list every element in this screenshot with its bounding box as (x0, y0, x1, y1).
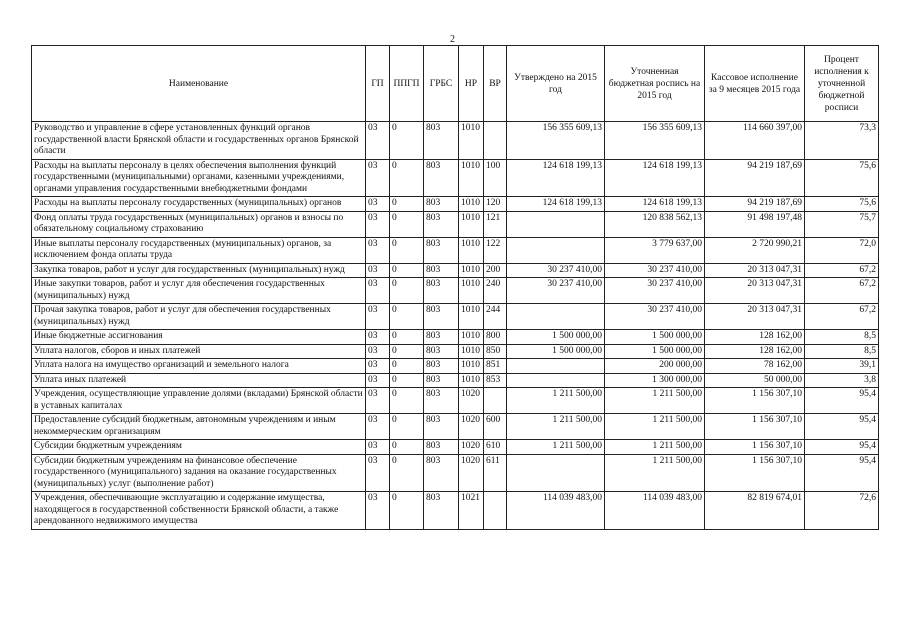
header-cash: Кассовое исполнение за 9 месяцев 2015 года (705, 46, 805, 122)
row-grbs: 803 (424, 237, 459, 263)
row-grbs: 803 (424, 373, 459, 388)
table-row (32, 304, 879, 330)
row-cash: 94 219 187,69 (705, 159, 805, 197)
row-cash: 82 819 674,01 (705, 492, 805, 530)
row-cash: 50 000,00 (705, 373, 805, 388)
row-gp: 03 (366, 454, 390, 492)
row-revised: 124 618 199,13 (605, 197, 705, 212)
row-approved: 30 237 410,00 (507, 278, 605, 304)
row-percent: 72,0 (805, 237, 879, 263)
row-ppgp: 0 (390, 159, 424, 197)
row-gp: 03 (366, 159, 390, 197)
row-gp: 03 (366, 359, 390, 374)
row-approved: 1 211 500,00 (507, 440, 605, 455)
row-revised: 30 237 410,00 (605, 278, 705, 304)
row-percent: 95,4 (805, 454, 879, 492)
row-revised: 1 500 000,00 (605, 330, 705, 345)
row-gp: 03 (366, 373, 390, 388)
row-cash: 20 313 047,31 (705, 278, 805, 304)
row-ppgp: 0 (390, 263, 424, 278)
row-percent: 75,7 (805, 211, 879, 237)
row-grbs: 803 (424, 278, 459, 304)
header-gp: ГП (366, 46, 390, 122)
row-ppgp: 0 (390, 237, 424, 263)
row-vr: 100 (484, 159, 507, 197)
row-np: 1010 (459, 197, 484, 212)
row-vr: 800 (484, 330, 507, 345)
table-header-row (32, 46, 879, 122)
row-percent: 67,2 (805, 304, 879, 330)
row-percent: 72,6 (805, 492, 879, 530)
row-vr: 853 (484, 373, 507, 388)
row-cash: 1 156 307,10 (705, 414, 805, 440)
row-np: 1010 (459, 278, 484, 304)
row-name: Уплата иных платежей (32, 373, 366, 388)
header-vr: ВР (484, 46, 507, 122)
table-row (32, 211, 879, 237)
row-name: Руководство и управление в сфере установленных функций органов государственной власти Брянской области и государственных органов Брянской области (32, 122, 366, 160)
row-gp: 03 (366, 388, 390, 414)
row-gp: 03 (366, 278, 390, 304)
header-percent: Процент исполнения к уточненной бюджетной росписи (805, 46, 879, 122)
row-revised: 114 039 483,00 (605, 492, 705, 530)
row-name: Субсидии бюджетным учреждениям на финансовое обеспечение государственного (муниципального) задания на оказание государственных (муниципальных) услуг (выполнение работ) (32, 454, 366, 492)
table-row (32, 237, 879, 263)
row-approved: 30 237 410,00 (507, 263, 605, 278)
row-approved: 124 618 199,13 (507, 197, 605, 212)
row-ppgp: 0 (390, 122, 424, 160)
row-name: Иные выплаты персоналу государственных (муниципальных) органов, за исключением фонда оплаты труда (32, 237, 366, 263)
row-np: 1010 (459, 359, 484, 374)
row-grbs: 803 (424, 454, 459, 492)
row-name: Фонд оплаты труда государственных (муниципальных) органов и взносы по обязательному социальному страхованию (32, 211, 366, 237)
row-np: 1020 (459, 388, 484, 414)
row-revised: 1 500 000,00 (605, 344, 705, 359)
row-vr (484, 388, 507, 414)
row-revised: 3 779 637,00 (605, 237, 705, 263)
row-vr: 610 (484, 440, 507, 455)
table-row (32, 440, 879, 455)
row-gp: 03 (366, 414, 390, 440)
row-np: 1010 (459, 122, 484, 160)
row-vr: 851 (484, 359, 507, 374)
row-name: Уплата налогов, сборов и иных платежей (32, 344, 366, 359)
row-revised: 1 211 500,00 (605, 454, 705, 492)
row-approved: 1 211 500,00 (507, 388, 605, 414)
row-name: Расходы на выплаты персоналу в целях обеспечения выполнения функций государственными (муниципальными) органами, казенными учреждениями, органами управления государственными внебюджетными фондами (32, 159, 366, 197)
row-approved: 156 355 609,13 (507, 122, 605, 160)
row-grbs: 803 (424, 330, 459, 345)
row-cash: 128 162,00 (705, 330, 805, 345)
row-cash: 1 156 307,10 (705, 454, 805, 492)
row-revised: 30 237 410,00 (605, 304, 705, 330)
row-cash: 128 162,00 (705, 344, 805, 359)
row-approved (507, 454, 605, 492)
table-row (32, 122, 879, 160)
row-approved: 1 500 000,00 (507, 344, 605, 359)
row-name: Уплата налога на имущество организаций и земельного налога (32, 359, 366, 374)
row-vr: 600 (484, 414, 507, 440)
row-name: Учреждения, осуществляющие управление долями (вкладами) Брянской области в уставных капиталах (32, 388, 366, 414)
row-name: Предоставление субсидий бюджетным, автономным учреждениям и иным некоммерческим организациям (32, 414, 366, 440)
row-revised: 156 355 609,13 (605, 122, 705, 160)
row-name: Расходы на выплаты персоналу государственных (муниципальных) органов (32, 197, 366, 212)
row-vr: 200 (484, 263, 507, 278)
table-row (32, 492, 879, 530)
row-percent: 75,6 (805, 197, 879, 212)
row-np: 1020 (459, 440, 484, 455)
row-approved (507, 237, 605, 263)
row-gp: 03 (366, 197, 390, 212)
table-row (32, 359, 879, 374)
row-np: 1010 (459, 373, 484, 388)
row-percent: 95,4 (805, 388, 879, 414)
row-grbs: 803 (424, 122, 459, 160)
row-cash: 20 313 047,31 (705, 263, 805, 278)
header-approved: Утверждено на 2015 год (507, 46, 605, 122)
row-ppgp: 0 (390, 388, 424, 414)
row-gp: 03 (366, 304, 390, 330)
row-ppgp: 0 (390, 492, 424, 530)
row-gp: 03 (366, 122, 390, 160)
row-percent: 8,5 (805, 344, 879, 359)
table-row (32, 197, 879, 212)
row-ppgp: 0 (390, 197, 424, 212)
row-vr: 244 (484, 304, 507, 330)
row-name: Закупка товаров, работ и услуг для государственных (муниципальных) нужд (32, 263, 366, 278)
header-grbs: ГРБС (424, 46, 459, 122)
row-np: 1010 (459, 237, 484, 263)
table-row (32, 263, 879, 278)
row-cash: 94 219 187,69 (705, 197, 805, 212)
row-name: Субсидии бюджетным учреждениям (32, 440, 366, 455)
row-ppgp: 0 (390, 278, 424, 304)
table-row (32, 414, 879, 440)
row-name: Иные бюджетные ассигнования (32, 330, 366, 345)
row-gp: 03 (366, 492, 390, 530)
page-number: 2 (450, 34, 455, 45)
table-row (32, 344, 879, 359)
row-gp: 03 (366, 440, 390, 455)
row-gp: 03 (366, 211, 390, 237)
row-percent: 73,3 (805, 122, 879, 160)
row-revised: 1 211 500,00 (605, 414, 705, 440)
row-ppgp: 0 (390, 330, 424, 345)
budget-table (31, 45, 879, 530)
row-grbs: 803 (424, 211, 459, 237)
row-approved (507, 373, 605, 388)
row-np: 1010 (459, 344, 484, 359)
row-grbs: 803 (424, 304, 459, 330)
row-grbs: 803 (424, 414, 459, 440)
row-ppgp: 0 (390, 440, 424, 455)
table-row (32, 330, 879, 345)
row-cash: 114 660 397,00 (705, 122, 805, 160)
table-row (32, 388, 879, 414)
row-vr: 611 (484, 454, 507, 492)
row-approved: 114 039 483,00 (507, 492, 605, 530)
row-percent: 8,5 (805, 330, 879, 345)
row-revised: 1 211 500,00 (605, 440, 705, 455)
row-np: 1021 (459, 492, 484, 530)
row-percent: 75,6 (805, 159, 879, 197)
row-np: 1010 (459, 211, 484, 237)
row-name: Учреждения, обеспечивающие эксплуатацию и содержание имущества, находящегося в государственной собственности Брянской области, а также арендованного недвижимого имущества (32, 492, 366, 530)
table-row (32, 278, 879, 304)
row-cash: 1 156 307,10 (705, 440, 805, 455)
row-cash: 1 156 307,10 (705, 388, 805, 414)
row-gp: 03 (366, 344, 390, 359)
row-cash: 91 498 197,48 (705, 211, 805, 237)
row-ppgp: 0 (390, 211, 424, 237)
row-gp: 03 (366, 237, 390, 263)
row-percent: 67,2 (805, 263, 879, 278)
row-grbs: 803 (424, 492, 459, 530)
header-name: Наименование (32, 46, 366, 122)
row-percent: 67,2 (805, 278, 879, 304)
row-percent: 95,4 (805, 414, 879, 440)
row-ppgp: 0 (390, 373, 424, 388)
row-approved (507, 304, 605, 330)
row-percent: 95,4 (805, 440, 879, 455)
row-cash: 78 162,00 (705, 359, 805, 374)
row-ppgp: 0 (390, 359, 424, 374)
row-grbs: 803 (424, 344, 459, 359)
header-ppgp: ППГП (390, 46, 424, 122)
row-np: 1010 (459, 304, 484, 330)
row-np: 1020 (459, 414, 484, 440)
row-name: Прочая закупка товаров, работ и услуг для обеспечения государственных (муниципальных) нужд (32, 304, 366, 330)
row-grbs: 803 (424, 159, 459, 197)
table-row (32, 454, 879, 492)
row-revised: 1 300 000,00 (605, 373, 705, 388)
row-approved (507, 211, 605, 237)
header-revised: Уточненная бюджетная роспись на 2015 год (605, 46, 705, 122)
row-ppgp: 0 (390, 344, 424, 359)
row-revised: 30 237 410,00 (605, 263, 705, 278)
table-row (32, 159, 879, 197)
row-grbs: 803 (424, 388, 459, 414)
row-percent: 3,8 (805, 373, 879, 388)
row-percent: 39,1 (805, 359, 879, 374)
row-gp: 03 (366, 330, 390, 345)
row-vr (484, 492, 507, 530)
row-approved (507, 359, 605, 374)
row-approved: 1 500 000,00 (507, 330, 605, 345)
row-grbs: 803 (424, 359, 459, 374)
row-approved: 124 618 199,13 (507, 159, 605, 197)
row-vr: 122 (484, 237, 507, 263)
row-revised: 120 838 562,13 (605, 211, 705, 237)
row-vr: 121 (484, 211, 507, 237)
row-vr (484, 122, 507, 160)
row-approved: 1 211 500,00 (507, 414, 605, 440)
row-np: 1020 (459, 454, 484, 492)
row-ppgp: 0 (390, 454, 424, 492)
row-revised: 124 618 199,13 (605, 159, 705, 197)
row-grbs: 803 (424, 263, 459, 278)
row-grbs: 803 (424, 197, 459, 212)
row-name: Иные закупки товаров, работ и услуг для обеспечения государственных (муниципальных) нужд (32, 278, 366, 304)
row-ppgp: 0 (390, 414, 424, 440)
row-revised: 200 000,00 (605, 359, 705, 374)
table-row (32, 373, 879, 388)
row-np: 1010 (459, 263, 484, 278)
row-cash: 2 720 990,21 (705, 237, 805, 263)
row-ppgp: 0 (390, 304, 424, 330)
row-revised: 1 211 500,00 (605, 388, 705, 414)
row-gp: 03 (366, 263, 390, 278)
row-np: 1010 (459, 159, 484, 197)
row-cash: 20 313 047,31 (705, 304, 805, 330)
row-vr: 120 (484, 197, 507, 212)
row-grbs: 803 (424, 440, 459, 455)
row-vr: 850 (484, 344, 507, 359)
header-np: НР (459, 46, 484, 122)
row-vr: 240 (484, 278, 507, 304)
row-np: 1010 (459, 330, 484, 345)
